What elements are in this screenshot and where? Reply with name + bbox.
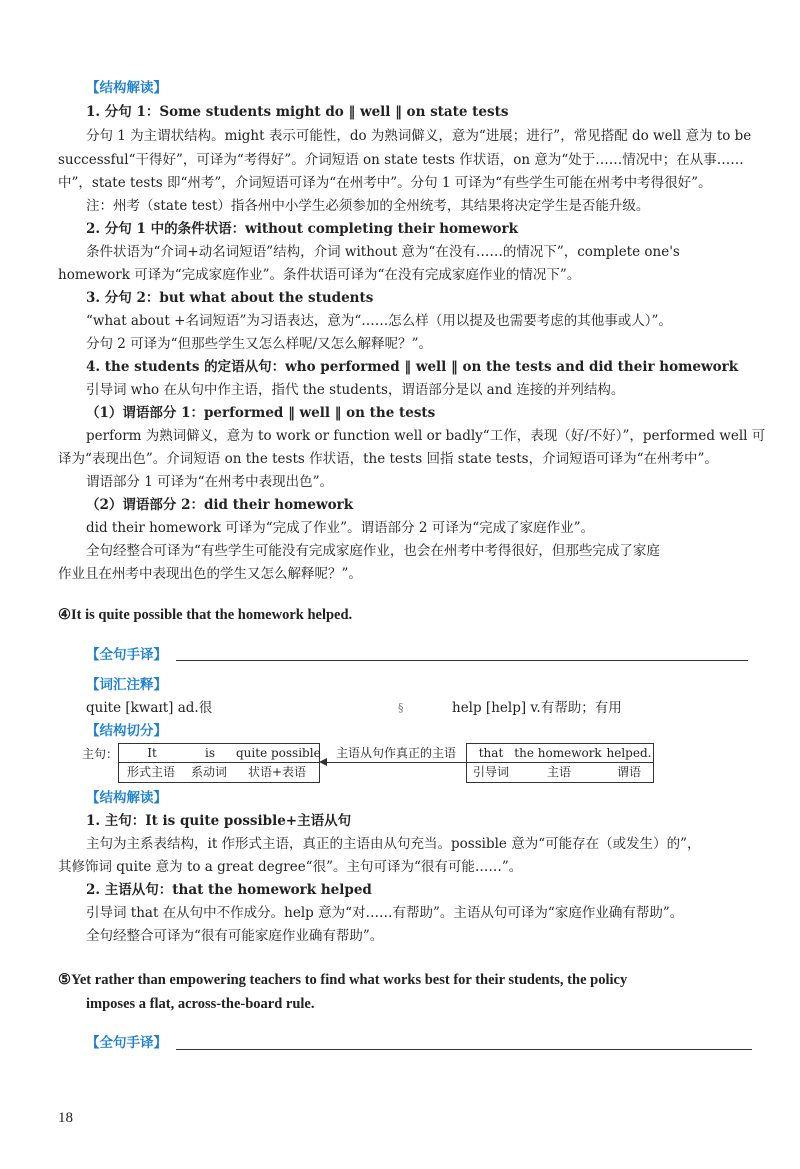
arrow-label: 主语从句作真正的主语	[335, 746, 456, 760]
section-tag-structure-analysis: 【结构解读】	[86, 80, 167, 96]
main-role-adverbial-predicative: 状语+表语	[247, 765, 307, 779]
sub-word-the-homework: the homework	[514, 746, 602, 760]
subject-clause-divider	[467, 762, 653, 763]
main-word-quite-possible: quite possible	[236, 746, 321, 760]
vocab-quite: quite [kwaɪt] ad.很	[86, 700, 213, 716]
paragraph-line: 分句 2 可译为“但那些学生又怎么样呢/又怎么解释呢？”。	[86, 336, 433, 352]
sub-role-introducer: 引导词	[472, 765, 509, 779]
sub-word-helped: helped.	[606, 746, 652, 760]
vocab-help: help [help] v.有帮助；有用	[452, 700, 622, 716]
paragraph-line: 其修饰词 quite 意为 to a great degree“很”。主句可译为“很有可能……”。	[58, 859, 523, 875]
heading-predicate-1: （1）谓语部分 1：performed ‖ well ‖ on the tests	[86, 405, 436, 421]
paragraph-line: 引导词 who 在从句中作主语，指代 the students，谓语部分是以 and 连接的并列结构。	[86, 382, 625, 398]
paragraph-line: “what about +名词短语”为习语表达，意为“……怎么样（用以提及也需要考虑的其他事或人）”。	[86, 313, 672, 329]
paragraph-line: 中”，state tests 即“州考”，介词短语可译为“在州考中”。分句 1 可译为“有些学生可能在州考中考得很好”。	[58, 175, 712, 191]
heading-condition: 2. 分句 1 中的条件状语：without completing their homework	[86, 221, 518, 237]
heading-clause-1: 1. 分句 1：Some students might do ‖ well ‖ on state tests	[86, 104, 509, 120]
sentence-5-line-1: ⑤Yet rather than empowering teachers to find what works best for their students, the policy	[58, 972, 628, 988]
section-tag-vocabulary: 【词汇注释】	[86, 677, 167, 693]
main-word-is: is	[205, 746, 215, 760]
paragraph-line: 引导词 that 在从句中不作成分。help 意为“对……有帮助”。主语从句可译为“家庭作业确有帮助”。	[86, 905, 684, 921]
paragraph-line: 谓语部分 1 可译为“在州考中表现出色”。	[86, 474, 333, 490]
heading-main-clause: 1. 主句：It is quite possible+主语从句	[86, 813, 352, 829]
sub-word-that: that	[478, 746, 504, 760]
heading-clause-2: 3. 分句 2：but what about the students	[86, 290, 374, 306]
paragraph-line: did their homework 可译为“完成了作业”。谓语部分 2 可译为“完成了家庭作业”。	[86, 520, 595, 536]
heading-subject-clause: 2. 主语从句：that the homework helped	[86, 882, 372, 898]
paragraph-line: homework 可译为“完成家庭作业”。条件状语可译为“在没有完成家庭作业的情况下”。	[58, 267, 581, 283]
sentence-4: ④It is quite possible that the homework helped.	[58, 607, 353, 623]
sub-role-predicate: 谓语	[616, 765, 641, 779]
page-number: 18	[58, 1110, 73, 1126]
paragraph-line: 分句 1 为主谓状结构。might 表示可能性，do 为熟词僻义，意为“进展；进行”，常见搭配 do well 意为 to be	[86, 128, 752, 144]
section-tag-structure-split: 【结构切分】	[86, 723, 167, 739]
paragraph-line: successful“干得好”，可译为“考得好”。介词短语 on state tests 作状语，on 意为“处于……情况中；在从事……	[58, 152, 744, 168]
translation-blank-line-2[interactable]	[176, 1049, 752, 1050]
arrow-line	[326, 762, 466, 763]
sentence-5-line-2: imposes a flat, across-the-board rule.	[86, 996, 315, 1012]
main-role-linking-verb: 系动词	[190, 765, 227, 779]
paragraph-line: perform 为熟词僻义，意为 to work or function well or badly“工作，表现（好/不好）”，performed well 可	[86, 428, 766, 444]
main-word-it: It	[147, 746, 157, 760]
sub-role-subject: 主语	[546, 765, 571, 779]
paragraph-line: 条件状语为“介词+动名词短语”结构，介词 without 意为“在没有……的情况下”，complete one's	[86, 244, 680, 260]
main-clause-divider	[119, 762, 319, 763]
note-line: 注：州考（state test）指各州中小学生必须参加的全州统考，其结果将决定学生是否能升级。	[86, 198, 650, 214]
paragraph-line: 作业且在州考中表现出色的学生又怎么解释呢？”。	[58, 566, 362, 582]
heading-relative-clause: 4. the students 的定语从句：who performed ‖ well ‖ on the tests and did their homework	[86, 359, 739, 375]
section-tag-translation-2: 【全句手译】	[86, 1035, 167, 1051]
section-tag-structure-analysis-2: 【结构解读】	[86, 790, 167, 806]
main-role-formal-subject: 形式主语	[126, 765, 175, 779]
paragraph-line: 全句经整合可译为“有些学生可能没有完成家庭作业，也会在州考中考得很好，但那些完成了家庭	[86, 543, 660, 559]
paragraph-line: 译为“表现出色”。介词短语 on the tests 作状语，the tests 回指 state tests，介词短语可译为“在州考中”。	[58, 451, 718, 467]
translation-blank-line[interactable]	[176, 660, 748, 661]
paragraph-line: 全句经整合可译为“很有可能家庭作业确有帮助”。	[86, 928, 384, 944]
arrow-head-icon	[319, 758, 327, 766]
separator-icon: §	[398, 701, 404, 714]
paragraph-line: 主句为主系表结构，it 作形式主语，真正的主语由从句充当。possible 意为“可能存在（或发生）的”，	[86, 836, 701, 852]
heading-predicate-2: （2）谓语部分 2：did their homework	[86, 497, 354, 513]
main-clause-label: 主句：	[82, 747, 119, 761]
section-tag-translation: 【全句手译】	[86, 647, 167, 663]
